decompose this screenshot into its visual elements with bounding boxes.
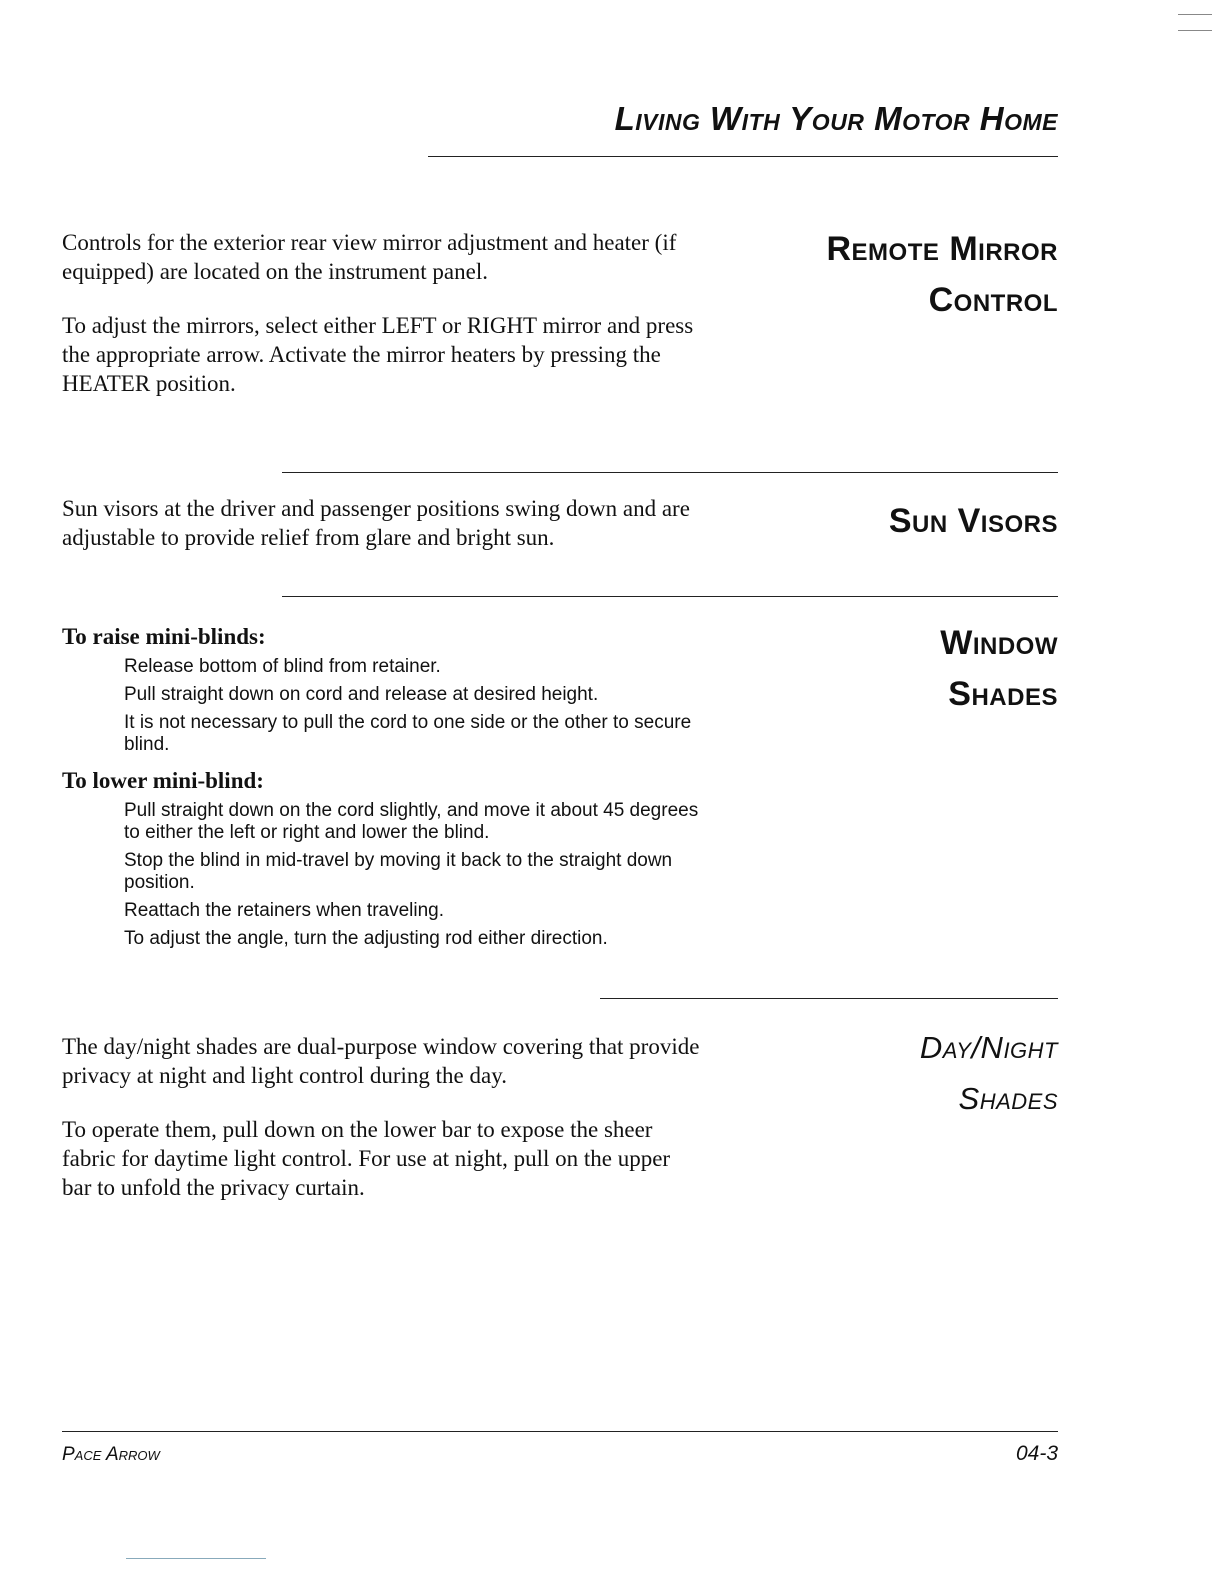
lower-blind-heading: To lower mini-blind: [62,768,264,793]
section-divider [282,472,1058,473]
remote-mirror-title [827,224,1059,326]
corner-mark [1178,14,1212,15]
header-rule [428,156,1058,157]
remote-mirror-paragraph: To adjust the mirrors, select either LEFT or RIGHT mirror and press the appropriate arrow. Activate the mirror heaters by pressing the HEATER position. [62,313,694,396]
list-item: Pull straight down on the cord slightly, and move it about 45 degrees to either the left or right and lower the blind. [124,800,699,843]
list-item: To adjust the angle, turn the adjusting rod either direction. [124,928,608,949]
sun-visors-paragraph: Sun visors at the driver and passenger positions swing down and are adjustable to provide relief from glare and bright sun. [62,496,690,550]
day-night-paragraph: The day/night shades are dual-purpose window covering that provide privacy at night and light control during the day. [62,1034,700,1088]
remote-mirror-title-line1: Remote Mirror [826,230,1058,268]
window-shades-title [940,618,1058,720]
lower-blind-steps [124,800,702,950]
list-item: It is not necessary to pull the cord to one side or the other to secure blind. [124,712,692,755]
remote-mirror-paragraph: Controls for the exterior rear view mirror adjustment and heater (if equipped) are located on the instrument panel. [62,230,677,284]
sun-visors-title: Sun Visors [888,502,1058,540]
footer-rule [62,1431,1058,1432]
day-night-body [62,1032,702,1227]
list-item: Pull straight down on cord and release at desired height. [124,684,599,705]
footer-brand: Pace Arrow [62,1444,160,1465]
window-shades-title-line1: Window [940,624,1058,662]
remote-mirror-title-line2: Control [928,281,1058,319]
section-divider [600,998,1058,999]
corner-mark [1178,30,1212,31]
list-item: Stop the blind in mid-travel by moving it back to the straight down position. [124,850,673,893]
sun-visors-body [62,494,702,577]
bottom-mark [126,1558,266,1559]
list-item: Reattach the retainers when traveling. [124,900,445,921]
raise-blinds-steps [124,656,702,756]
window-shades-body [62,624,702,962]
section-divider [282,596,1058,597]
window-shades-title-line2: Shades [948,675,1058,713]
day-night-title-line1: Day/Night [919,1030,1058,1065]
remote-mirror-body [62,228,702,423]
day-night-title [920,1022,1058,1124]
page-header-title: Living With Your Motor Home [614,100,1058,137]
list-item: Release bottom of blind from retainer. [124,656,441,677]
page-number: 04-3 [1015,1442,1058,1465]
raise-blinds-heading: To raise mini-blinds: [62,624,266,649]
day-night-title-line2: Shades [958,1081,1058,1116]
day-night-paragraph: To operate them, pull down on the lower bar to expose the sheer fabric for daytime light control. For use at night, pull on the upper bar to unfold the privacy curtain. [62,1117,671,1200]
